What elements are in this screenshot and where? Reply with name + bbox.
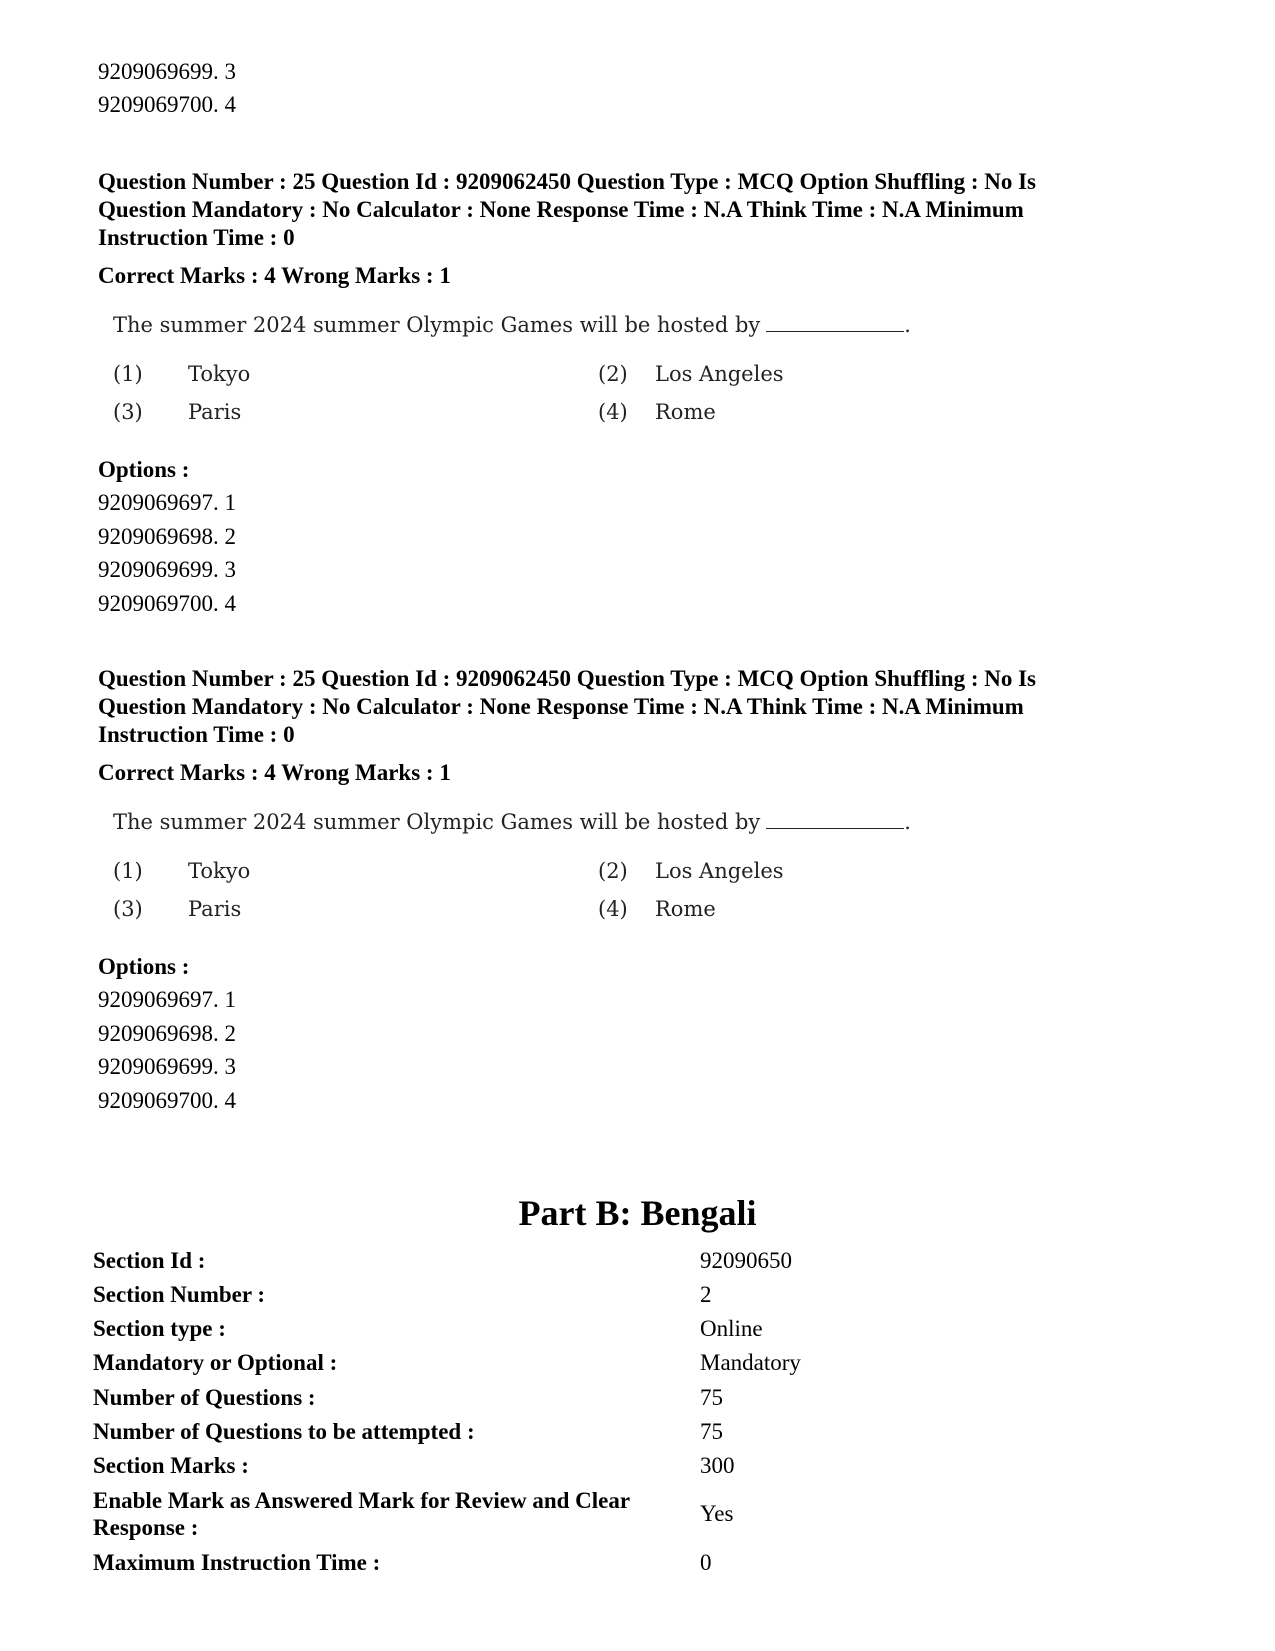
option-line: 9209069699. 3: [98, 59, 236, 84]
choice-text: Paris: [188, 897, 242, 921]
question-text: [113, 313, 911, 337]
section-field-value: 0: [700, 1550, 712, 1575]
question-text-end: .: [904, 313, 911, 337]
option-line: 9209069698. 2: [98, 524, 236, 549]
section-field-label: Number of Questions :: [93, 1385, 316, 1410]
section-field-value: 2: [700, 1282, 712, 1307]
answer-blank: [766, 810, 904, 829]
choice-text: Tokyo: [188, 859, 251, 883]
section-field-label: Section Marks :: [93, 1453, 249, 1478]
option-line: 9209069700. 4: [98, 591, 236, 616]
option-line: 9209069699. 3: [98, 557, 236, 582]
section-field-value: 75: [700, 1385, 723, 1410]
choice-text: Los Angeles: [655, 362, 784, 386]
question-marks: Correct Marks : 4 Wrong Marks : 1: [98, 760, 451, 785]
options-label: Options :: [98, 457, 190, 482]
question-meta: [98, 665, 1198, 749]
section-field-value: Online: [700, 1316, 763, 1341]
option-line: 9209069697. 1: [98, 490, 236, 515]
choice-number: (1): [113, 859, 143, 883]
choice-number: (1): [113, 362, 143, 386]
section-field-value: Yes: [700, 1501, 734, 1526]
section-field-label: Section Number :: [93, 1282, 266, 1307]
question-meta-line: Question Number : 25 Question Id : 9209062450 Question Type : MCQ Option Shuffling : No Is: [98, 169, 1037, 194]
section-field-value: 75: [700, 1419, 723, 1444]
question-meta-line: Instruction Time : 0: [98, 722, 295, 747]
question-text-end: .: [904, 810, 911, 834]
option-line: 9209069698. 2: [98, 1021, 236, 1046]
question-meta: [98, 168, 1198, 252]
option-line: 9209069700. 4: [98, 92, 236, 117]
section-field-label: Number of Questions to be attempted :: [93, 1419, 475, 1444]
option-line: 9209069700. 4: [98, 1088, 236, 1113]
choice-number: (2): [598, 859, 628, 883]
option-line: 9209069697. 1: [98, 987, 236, 1012]
choice-text: Rome: [655, 897, 716, 921]
part-title: Part B: Bengali: [518, 1193, 757, 1233]
question-text-body: The summer 2024 summer Olympic Games will be hosted by: [113, 313, 761, 337]
choice-number: (3): [113, 897, 143, 921]
choice-text: Los Angeles: [655, 859, 784, 883]
choice-text: Paris: [188, 400, 242, 424]
section-field-label: Section type :: [93, 1316, 226, 1341]
question-text: [113, 810, 911, 834]
question-text-body: The summer 2024 summer Olympic Games will be hosted by: [113, 810, 761, 834]
section-field-label: Response :: [93, 1515, 199, 1540]
choice-number: (2): [598, 362, 628, 386]
question-meta-line: Question Mandatory : No Calculator : None Response Time : N.A Think Time : N.A Minimum: [98, 694, 1024, 719]
section-field-value: 300: [700, 1453, 735, 1478]
choice-text: Rome: [655, 400, 716, 424]
options-label: Options :: [98, 954, 190, 979]
section-field-label: Section Id :: [93, 1248, 206, 1273]
choice-number: (4): [598, 897, 628, 921]
choice-text: Tokyo: [188, 362, 251, 386]
choice-number: (4): [598, 400, 628, 424]
answer-blank: [766, 313, 904, 332]
option-line: 9209069699. 3: [98, 1054, 236, 1079]
question-meta-line: Question Mandatory : No Calculator : None Response Time : N.A Think Time : N.A Minimum: [98, 197, 1024, 222]
section-field-label: Maximum Instruction Time :: [93, 1550, 381, 1575]
question-marks: Correct Marks : 4 Wrong Marks : 1: [98, 263, 451, 288]
section-field-label: Enable Mark as Answered Mark for Review and Clear: [93, 1488, 631, 1513]
section-field-label: Mandatory or Optional :: [93, 1350, 338, 1375]
question-meta-line: Question Number : 25 Question Id : 9209062450 Question Type : MCQ Option Shuffling : No Is: [98, 666, 1037, 691]
section-field-value: Mandatory: [700, 1350, 801, 1375]
question-meta-line: Instruction Time : 0: [98, 225, 295, 250]
choice-number: (3): [113, 400, 143, 424]
section-field-value: 92090650: [700, 1248, 792, 1273]
